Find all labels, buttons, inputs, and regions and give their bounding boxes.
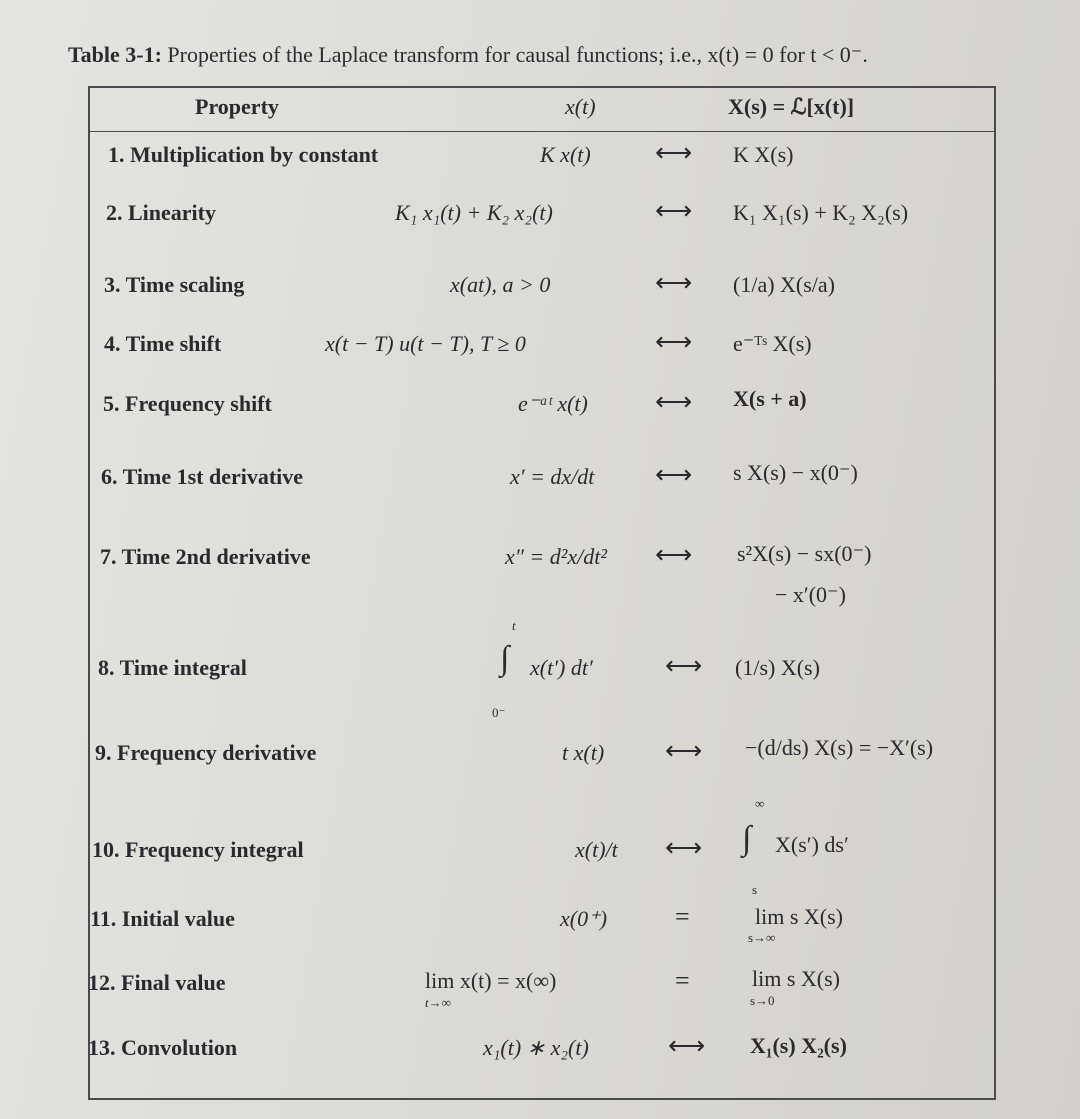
row-3-relation: ⟷ (655, 268, 693, 297)
row-11-label: 11. Initial value (90, 906, 235, 931)
row-7-time: x″ = d²x/dt² (505, 544, 607, 569)
row-12-time-sub: t→∞ (425, 995, 451, 1010)
row-11-relation: = (675, 902, 690, 931)
row-9-freq: −(d/ds) X(s) = −X′(s) (745, 735, 934, 760)
row-10-label: 10. Frequency integral (92, 837, 304, 862)
row-9-label: 9. Frequency derivative (95, 740, 317, 765)
row-2-label: 2. Linearity (106, 200, 216, 225)
row-10-freq: X(s′) ds′ (775, 832, 849, 857)
row-2-time: K₁ x₁(t) + K₂ x₂(t) (395, 200, 553, 225)
row-13-freq: X₁(s) X₂(s) (750, 1033, 847, 1058)
row-2-freq: K₁ X₁(s) + K₂ X₂(s) (733, 200, 909, 225)
row-7-label: 7. Time 2nd derivative (100, 544, 311, 569)
row-1-label: 1. Multiplication by constant (108, 142, 379, 167)
caption-text: Properties of the Laplace transform for causal functions; i.e., x(t) = 0 for t < 0⁻. (167, 42, 868, 67)
row-12-freq: lim s X(s) (752, 966, 840, 991)
row-8-time-lower: 0⁻ (492, 705, 506, 720)
row-5-label: 5. Frequency shift (103, 391, 272, 416)
row-8-time: x(t′) dt′ (530, 655, 593, 680)
header-divider (88, 131, 996, 132)
row-9-time: t x(t) (562, 740, 605, 765)
row-1-time: K x(t) (540, 142, 591, 167)
row-3-label: 3. Time scaling (104, 272, 245, 297)
row-3-time: x(at), a > 0 (450, 272, 551, 297)
row-9-relation: ⟷ (665, 736, 703, 765)
row-1-freq: K X(s) (733, 142, 794, 167)
row-13-label: 13. Convolution (88, 1035, 238, 1060)
caption-prefix: Table 3-1: (68, 42, 162, 67)
header-xt: x(t) (565, 94, 596, 119)
row-6-label: 6. Time 1st derivative (101, 464, 304, 489)
row-8-time-upper: t (512, 618, 516, 633)
row-4-label: 4. Time shift (104, 331, 222, 356)
header-xs: X(s) = ℒ[x(t)] (728, 94, 855, 119)
row-7-freq: s²X(s) − sx(0⁻) (737, 541, 872, 566)
row-12-freq-sub: s→0 (750, 993, 775, 1008)
row-12-relation: = (675, 966, 690, 995)
row-8-integral-icon: ∫ (500, 640, 510, 677)
row-10-integral-icon: ∫ (742, 820, 752, 857)
row-11-freq-sub: s→∞ (748, 930, 776, 945)
row-6-relation: ⟷ (655, 460, 693, 489)
row-13-time: x₁(t) ∗ x₂(t) (483, 1035, 589, 1060)
row-5-relation: ⟷ (655, 387, 693, 416)
row-7-relation: ⟷ (655, 540, 693, 569)
row-7-freq-cont: − x′(0⁻) (775, 582, 846, 607)
row-4-time: x(t − T) u(t − T), T ≥ 0 (325, 331, 526, 356)
row-10-time: x(t)/t (575, 837, 618, 862)
row-8-label: 8. Time integral (98, 655, 247, 680)
row-11-freq: lim s X(s) (755, 904, 843, 929)
row-13-relation: ⟷ (668, 1031, 706, 1060)
row-10-relation: ⟷ (665, 833, 703, 862)
row-6-time: x′ = dx/dt (510, 464, 595, 489)
row-6-freq: s X(s) − x(0⁻) (733, 460, 858, 485)
row-8-relation: ⟷ (665, 651, 703, 680)
row-5-time: e⁻ᵃᵗ x(t) (518, 391, 588, 416)
row-5-freq: X(s + a) (733, 386, 807, 411)
table-caption (68, 42, 868, 68)
row-1-relation: ⟷ (655, 138, 693, 167)
row-12-label: 12. Final value (88, 970, 226, 995)
row-10-freq-upper: ∞ (755, 796, 765, 811)
row-10-freq-lower: s (752, 882, 758, 897)
row-8-freq: (1/s) X(s) (735, 655, 820, 680)
table-frame (88, 86, 996, 1100)
row-11-time: x(0⁺) (560, 906, 608, 931)
row-4-freq: e⁻ᵀˢ X(s) (733, 331, 812, 356)
row-4-relation: ⟷ (655, 327, 693, 356)
row-3-freq: (1/a) X(s/a) (733, 272, 836, 297)
header-property: Property (195, 94, 279, 119)
row-12-time: lim x(t) = x(∞) (425, 968, 557, 993)
row-2-relation: ⟷ (655, 196, 693, 225)
